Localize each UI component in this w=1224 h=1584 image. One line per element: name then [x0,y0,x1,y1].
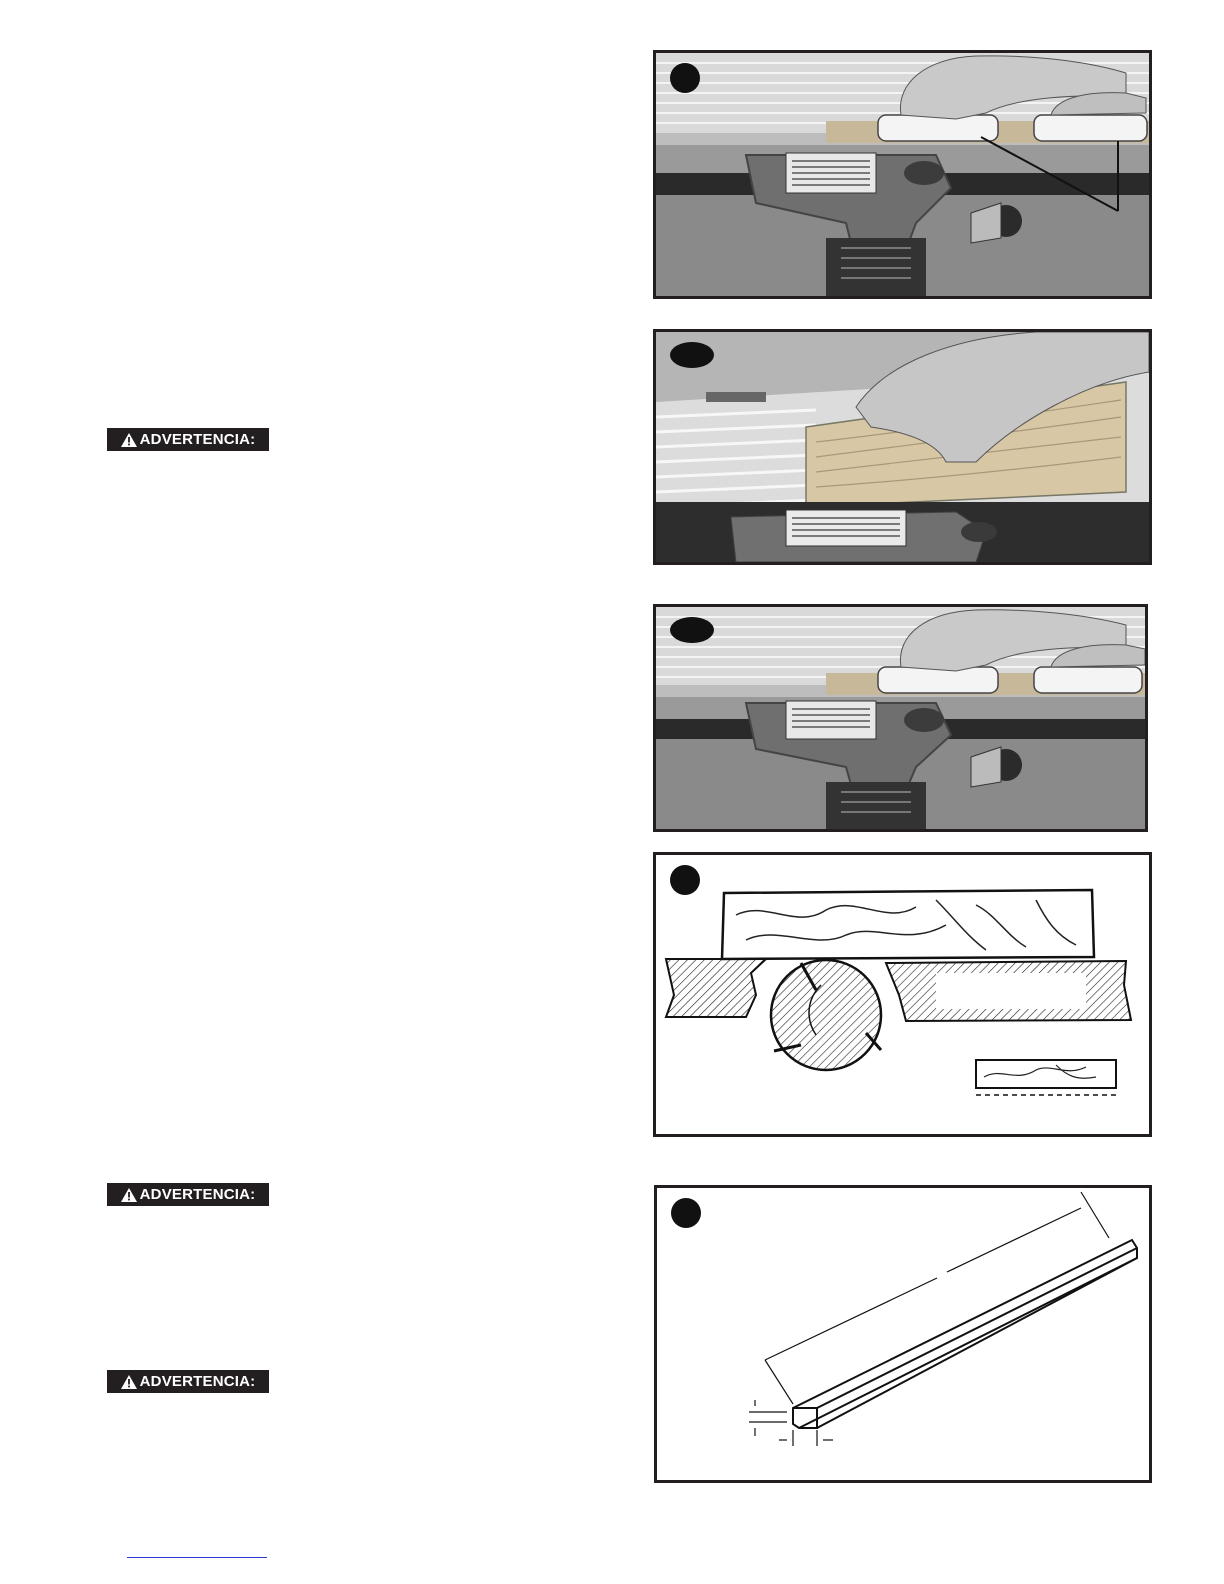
photo-jointer-push-blocks [656,53,1149,296]
footer-link-underline [127,1557,267,1558]
warning-label-3 [107,1370,269,1393]
figure-cutterhead-section [653,852,1152,1137]
warning-triangle-icon [121,1375,137,1389]
warning-triangle-icon [121,1188,137,1202]
figure-number-badge [670,617,714,643]
warning-label-1 [107,428,269,451]
warning-label-2 [107,1183,269,1206]
warning-text: ADVERTENCIA: [139,431,256,448]
figure-number-badge [671,1198,701,1228]
figure-number-badge [670,342,714,368]
figure-push-blocks-2 [653,604,1148,832]
figure-number-badge [670,865,700,895]
figure-number-badge [670,63,700,93]
warning-text: ADVERTENCIA: [139,1373,256,1390]
warning-text: ADVERTENCIA: [139,1186,256,1203]
figure-push-blocks-1 [653,50,1152,299]
figure-board-fence [653,329,1152,565]
photo-board-against-fence [656,332,1149,562]
drawing-stock-dimensions [657,1188,1149,1480]
photo-jointer-push-blocks [656,607,1145,829]
figure-dimensioned-stock [654,1185,1152,1483]
warning-triangle-icon [121,433,137,447]
drawing-cutterhead-cross-section [656,855,1149,1134]
